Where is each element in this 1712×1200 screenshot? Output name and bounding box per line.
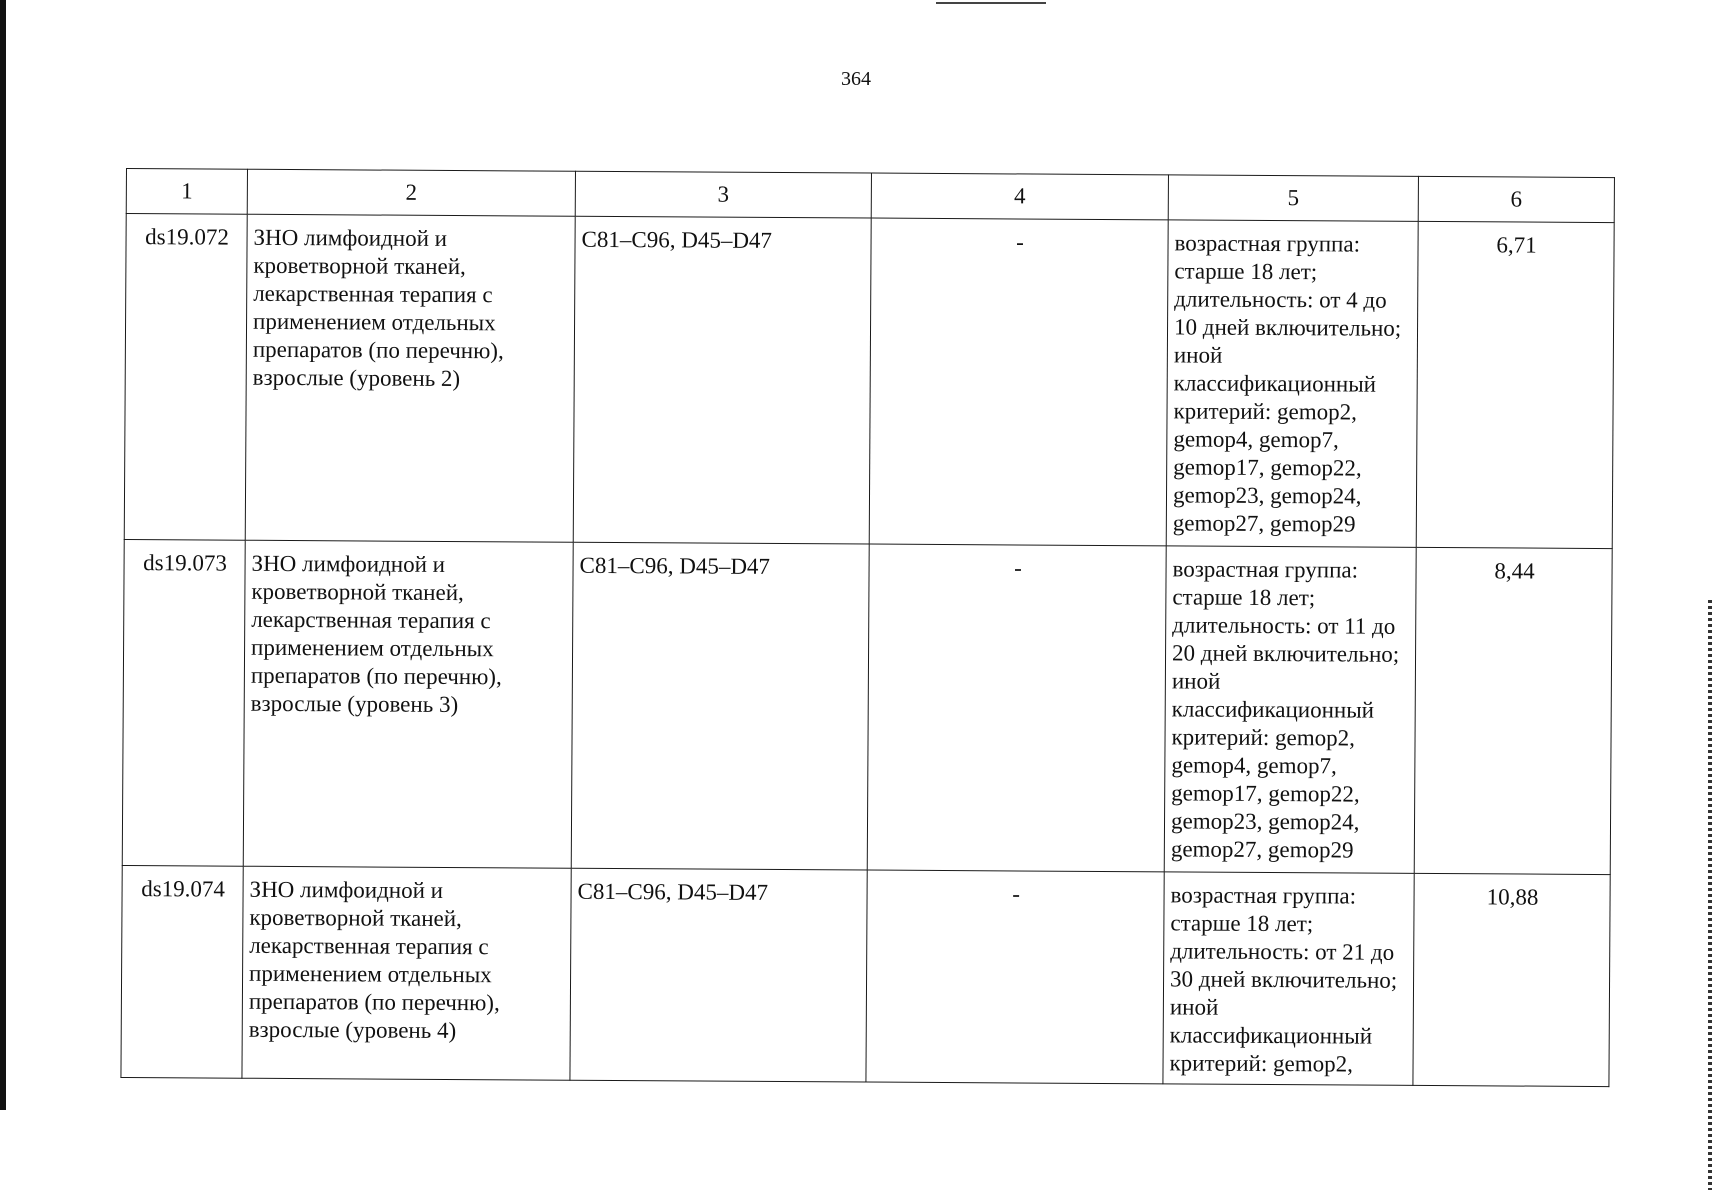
cell-description: ЗНО лимфоидной и кроветворной тканей, лекарственная терапия с применением отдельных препаратов (по перечню), взрослые (уровень 2) xyxy=(245,214,575,542)
scan-right-edge xyxy=(1708,600,1712,1190)
column-header-1: 1 xyxy=(126,169,247,215)
cell-code: ds19.072 xyxy=(124,214,247,541)
cell-coefficient: 8,44 xyxy=(1414,547,1612,874)
cell-icd-codes: C81–C96, D45–D47 xyxy=(573,216,871,544)
column-header-3: 3 xyxy=(575,171,871,218)
table-row xyxy=(122,539,1612,874)
cell-coefficient: 6,71 xyxy=(1416,221,1614,548)
table-row xyxy=(121,865,1610,1086)
cell-description: ЗНО лимфоидной и кроветворной тканей, лекарственная терапия с применением отдельных препаратов (по перечню), взрослые (уровень 4) xyxy=(242,866,571,1080)
cell-coefficient: 10,88 xyxy=(1413,873,1610,1086)
cell-code: ds19.073 xyxy=(122,539,245,866)
cell-icd-codes: C81–C96, D45–D47 xyxy=(570,868,867,1082)
column-header-4: 4 xyxy=(871,173,1168,220)
cell-column-4: - xyxy=(866,870,1164,1084)
tariff-table xyxy=(120,168,1615,1087)
table-row xyxy=(124,214,1614,549)
column-header-6: 6 xyxy=(1418,176,1614,222)
cell-icd-codes: C81–C96, D45–D47 xyxy=(571,542,869,870)
cell-criteria: возрастная группа: старше 18 лет; длительность: от 11 до 20 дней включительно; иной классификационный критерий: gemop2, gemop4, gemop7, gemop17, gemop22, gemop23, gemop24, gemop27, gemop29 xyxy=(1164,546,1416,874)
cell-criteria: возрастная группа: старше 18 лет; длительность: от 21 до 30 дней включительно; иной классификационный критерий: gemop2, xyxy=(1163,872,1414,1086)
column-header-5: 5 xyxy=(1168,175,1418,222)
column-header-2: 2 xyxy=(247,169,575,216)
table-body xyxy=(121,214,1614,1087)
cell-code: ds19.074 xyxy=(121,865,243,1078)
cell-column-4: - xyxy=(869,218,1168,546)
cell-criteria: возрастная группа: старше 18 лет; длительность: от 4 до 10 дней включительно; иной классификационный критерий: gemop2, gemop4, gemop7, gemop17, gemop22, gemop23, gemop24, gemop27, gemop29 xyxy=(1166,220,1418,548)
cell-column-4: - xyxy=(867,544,1166,872)
page-number: 364 xyxy=(841,68,871,90)
scan-left-edge xyxy=(0,0,6,1110)
top-rule-line xyxy=(936,2,1046,4)
cell-description: ЗНО лимфоидной и кроветворной тканей, лекарственная терапия с применением отдельных препаратов (по перечню), взрослые (уровень 3) xyxy=(243,540,573,868)
